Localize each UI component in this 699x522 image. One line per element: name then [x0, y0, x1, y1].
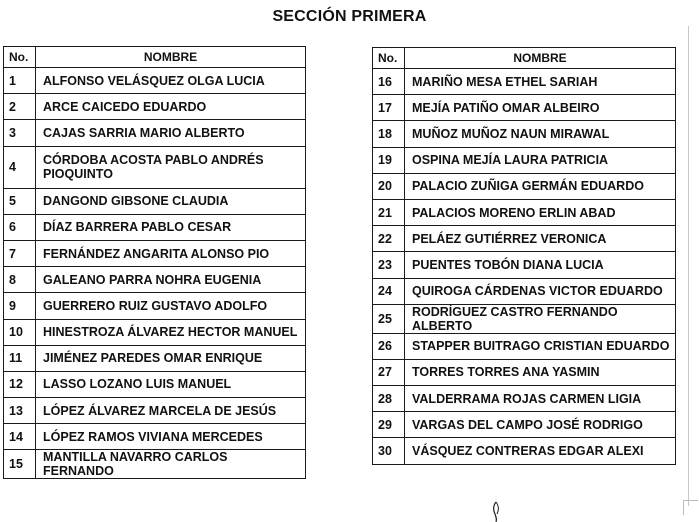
row-number: 22 — [373, 226, 405, 252]
row-number: 25 — [373, 304, 405, 333]
row-number: 4 — [4, 146, 36, 188]
row-number: 28 — [373, 386, 405, 412]
table-row — [373, 304, 676, 333]
row-name: MANTILLA NAVARRO CARLOS FERNANDO — [36, 450, 306, 479]
table-header-row — [4, 47, 306, 68]
table-row — [373, 252, 676, 278]
row-name: ALFONSO VELÁSQUEZ OLGA LUCIA — [36, 68, 306, 94]
table-row — [4, 424, 306, 450]
table-row — [4, 146, 306, 188]
row-number: 5 — [4, 188, 36, 214]
row-name: PUENTES TOBÓN DIANA LUCIA — [405, 252, 676, 278]
row-number: 13 — [4, 398, 36, 424]
table-row — [4, 68, 306, 94]
signature-mark — [484, 500, 508, 522]
table-row — [4, 214, 306, 240]
row-name: MEJÍA PATIÑO OMAR ALBEIRO — [405, 95, 676, 121]
row-number: 15 — [4, 450, 36, 479]
row-number: 20 — [373, 173, 405, 199]
row-number: 3 — [4, 120, 36, 146]
table-row — [373, 226, 676, 252]
row-name: HINESTROZA ÁLVAREZ HECTOR MANUEL — [36, 319, 306, 345]
row-number: 1 — [4, 68, 36, 94]
row-name: OSPINA MEJÍA LAURA PATRICIA — [405, 147, 676, 173]
row-number: 14 — [4, 424, 36, 450]
table-row — [4, 120, 306, 146]
table-row — [4, 94, 306, 120]
row-name: CÓRDOBA ACOSTA PABLO ANDRÉS PIOQUINTO — [36, 146, 306, 188]
row-name: LÓPEZ ÁLVAREZ MARCELA DE JESÚS — [36, 398, 306, 424]
column-header-name: NOMBRE — [36, 47, 306, 68]
row-name: RODRÍGUEZ CASTRO FERNANDO ALBERTO — [405, 304, 676, 333]
row-name: FERNÁNDEZ ANGARITA ALONSO PIO — [36, 240, 306, 266]
row-name: PALACIO ZUÑIGA GERMÁN EDUARDO — [405, 173, 676, 199]
row-name: GALEANO PARRA NOHRA EUGENIA — [36, 267, 306, 293]
table-row — [373, 386, 676, 412]
page-edge-line — [688, 26, 689, 506]
row-name: JIMÉNEZ PAREDES OMAR ENRIQUE — [36, 345, 306, 371]
row-number: 12 — [4, 371, 36, 397]
table-row — [4, 267, 306, 293]
row-number: 30 — [373, 438, 405, 464]
row-name: PALACIOS MORENO ERLIN ABAD — [405, 199, 676, 225]
row-name: PELÁEZ GUTIÉRREZ VERONICA — [405, 226, 676, 252]
row-name: DÍAZ BARRERA PABLO CESAR — [36, 214, 306, 240]
table-row — [373, 173, 676, 199]
table-row — [4, 319, 306, 345]
table-row — [373, 359, 676, 385]
row-name: DANGOND GIBSONE CLAUDIA — [36, 188, 306, 214]
row-number: 18 — [373, 121, 405, 147]
row-number: 19 — [373, 147, 405, 173]
row-number: 29 — [373, 412, 405, 438]
table-row — [373, 69, 676, 95]
row-name: TORRES TORRES ANA YASMIN — [405, 359, 676, 385]
row-name: CAJAS SARRIA MARIO ALBERTO — [36, 120, 306, 146]
column-header-number: No. — [373, 48, 405, 69]
row-number: 6 — [4, 214, 36, 240]
roster-table-left — [3, 46, 306, 479]
row-name: VALDERRAMA ROJAS CARMEN LIGIA — [405, 386, 676, 412]
row-name: LASSO LOZANO LUIS MANUEL — [36, 371, 306, 397]
table-header-row — [373, 48, 676, 69]
column-header-number: No. — [4, 47, 36, 68]
table-row — [4, 293, 306, 319]
row-number: 21 — [373, 199, 405, 225]
column-header-name: NOMBRE — [405, 48, 676, 69]
table-row — [4, 450, 306, 479]
row-number: 24 — [373, 278, 405, 304]
row-number: 2 — [4, 94, 36, 120]
table-row — [373, 412, 676, 438]
row-name: VARGAS DEL CAMPO JOSÉ RODRIGO — [405, 412, 676, 438]
row-name: VÁSQUEZ CONTRERAS EDGAR ALEXI — [405, 438, 676, 464]
row-number: 9 — [4, 293, 36, 319]
row-number: 16 — [373, 69, 405, 95]
table-row — [373, 199, 676, 225]
table-row — [373, 95, 676, 121]
row-number: 26 — [373, 333, 405, 359]
row-name: LÓPEZ RAMOS VIVIANA MERCEDES — [36, 424, 306, 450]
table-row — [4, 345, 306, 371]
row-number: 17 — [373, 95, 405, 121]
corner-mark — [683, 500, 698, 515]
row-number: 8 — [4, 267, 36, 293]
row-name: MARIÑO MESA ETHEL SARIAH — [405, 69, 676, 95]
row-number: 7 — [4, 240, 36, 266]
row-number: 10 — [4, 319, 36, 345]
row-name: GUERRERO RUIZ GUSTAVO ADOLFO — [36, 293, 306, 319]
table-row — [373, 438, 676, 464]
table-row — [4, 188, 306, 214]
row-name: STAPPER BUITRAGO CRISTIAN EDUARDO — [405, 333, 676, 359]
row-number: 11 — [4, 345, 36, 371]
roster-table-right — [372, 47, 676, 465]
row-name: MUÑOZ MUÑOZ NAUN MIRAWAL — [405, 121, 676, 147]
row-number: 23 — [373, 252, 405, 278]
table-row — [4, 240, 306, 266]
table-row — [373, 278, 676, 304]
table-row — [373, 121, 676, 147]
row-name: QUIROGA CÁRDENAS VICTOR EDUARDO — [405, 278, 676, 304]
table-row — [4, 371, 306, 397]
table-row — [373, 147, 676, 173]
row-name: ARCE CAICEDO EDUARDO — [36, 94, 306, 120]
page-title: SECCIÓN PRIMERA — [272, 8, 427, 25]
table-row — [4, 398, 306, 424]
row-number: 27 — [373, 359, 405, 385]
table-row — [373, 333, 676, 359]
